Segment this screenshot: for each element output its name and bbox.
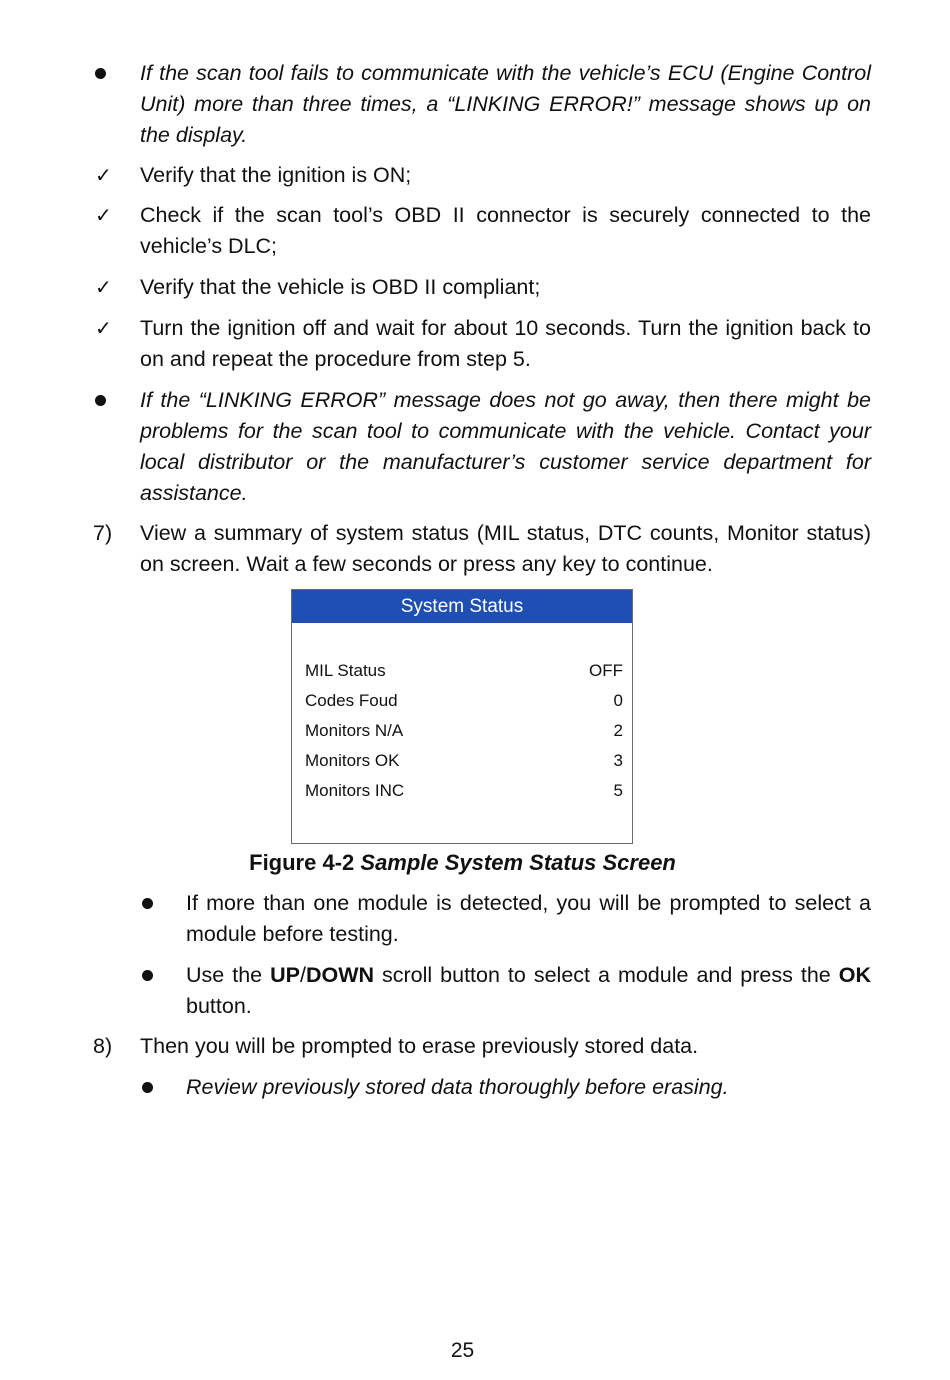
- checkmark-icon: ✓: [95, 275, 112, 299]
- status-row: [305, 716, 623, 746]
- contact-note: If the “LINKING ERROR” message does not go away, then there might be problems for the scan tool to communicate with the vehicle. Contact your local distributor or the manufacturer’s customer service department for assistance.: [140, 388, 871, 505]
- status-value: 5: [613, 781, 623, 800]
- figure-label: Figure 4-2: [249, 850, 355, 875]
- check-item: Verify that the ignition is ON;: [140, 163, 412, 187]
- checkmark-icon: ✓: [95, 203, 112, 227]
- step-8-text: Then you will be prompted to erase previously stored data.: [140, 1034, 699, 1058]
- checkmark-icon: ✓: [95, 316, 112, 340]
- check-item: Verify that the vehicle is OBD II compliant;: [140, 275, 541, 299]
- up-key-label: UP: [270, 963, 300, 987]
- status-value: 0: [613, 691, 623, 710]
- step-number: 8): [93, 1034, 113, 1058]
- bullet-dot: [95, 58, 106, 89]
- bullet-dot: [142, 1072, 153, 1103]
- status-label: Monitors OK: [305, 751, 400, 770]
- status-row: [305, 776, 623, 806]
- status-label: Codes Foud: [305, 691, 398, 710]
- step-7-text: View a summary of system status (MIL status, DTC counts, Monitor status) on screen. Wait a few seconds or press any key to continue.: [140, 521, 871, 576]
- scroll-note: [186, 960, 871, 1022]
- step-number: 7): [93, 521, 113, 545]
- scroll-text: Use the: [186, 963, 271, 987]
- status-row: [305, 746, 623, 776]
- bullet-dot: [95, 385, 106, 416]
- linking-error-note: If the scan tool fails to communicate with the vehicle’s ECU (Engine Control Unit) more than three times, a “LINKING ERROR!” message shows up on the display.: [140, 61, 871, 147]
- status-label: Monitors N/A: [305, 721, 404, 740]
- slash-text: /: [299, 963, 306, 987]
- bullet-dot: [142, 960, 153, 991]
- figure-title: Sample System Status Screen: [360, 850, 676, 875]
- bullet-dot: [142, 888, 153, 919]
- screen-title: System Status: [292, 590, 632, 623]
- status-value: 3: [613, 751, 623, 770]
- status-value: 2: [613, 721, 623, 740]
- status-row: [305, 656, 623, 686]
- system-status-screen: [291, 589, 633, 844]
- status-label: MIL Status: [305, 661, 386, 680]
- scroll-text: button.: [186, 994, 252, 1018]
- figure-caption: [0, 848, 925, 878]
- module-note: If more than one module is detected, you will be prompted to select a module before testing.: [186, 891, 871, 946]
- checkmark-icon: ✓: [95, 163, 112, 187]
- status-row: [305, 686, 623, 716]
- down-key-label: DOWN: [305, 963, 375, 987]
- status-label: Monitors INC: [305, 781, 405, 800]
- check-item: Check if the scan tool’s OBD II connector is securely connected to the vehicle’s DLC;: [140, 203, 871, 258]
- status-value: OFF: [589, 661, 623, 680]
- scroll-text: scroll button to select a module and press the: [374, 963, 839, 987]
- ok-key-label: OK: [838, 963, 871, 987]
- review-note: Review previously stored data thoroughly before erasing.: [186, 1075, 729, 1099]
- check-item: Turn the ignition off and wait for about 10 seconds. Turn the ignition back to on and repeat the procedure from step 5.: [140, 316, 871, 371]
- page-number: 25: [450, 1339, 475, 1362]
